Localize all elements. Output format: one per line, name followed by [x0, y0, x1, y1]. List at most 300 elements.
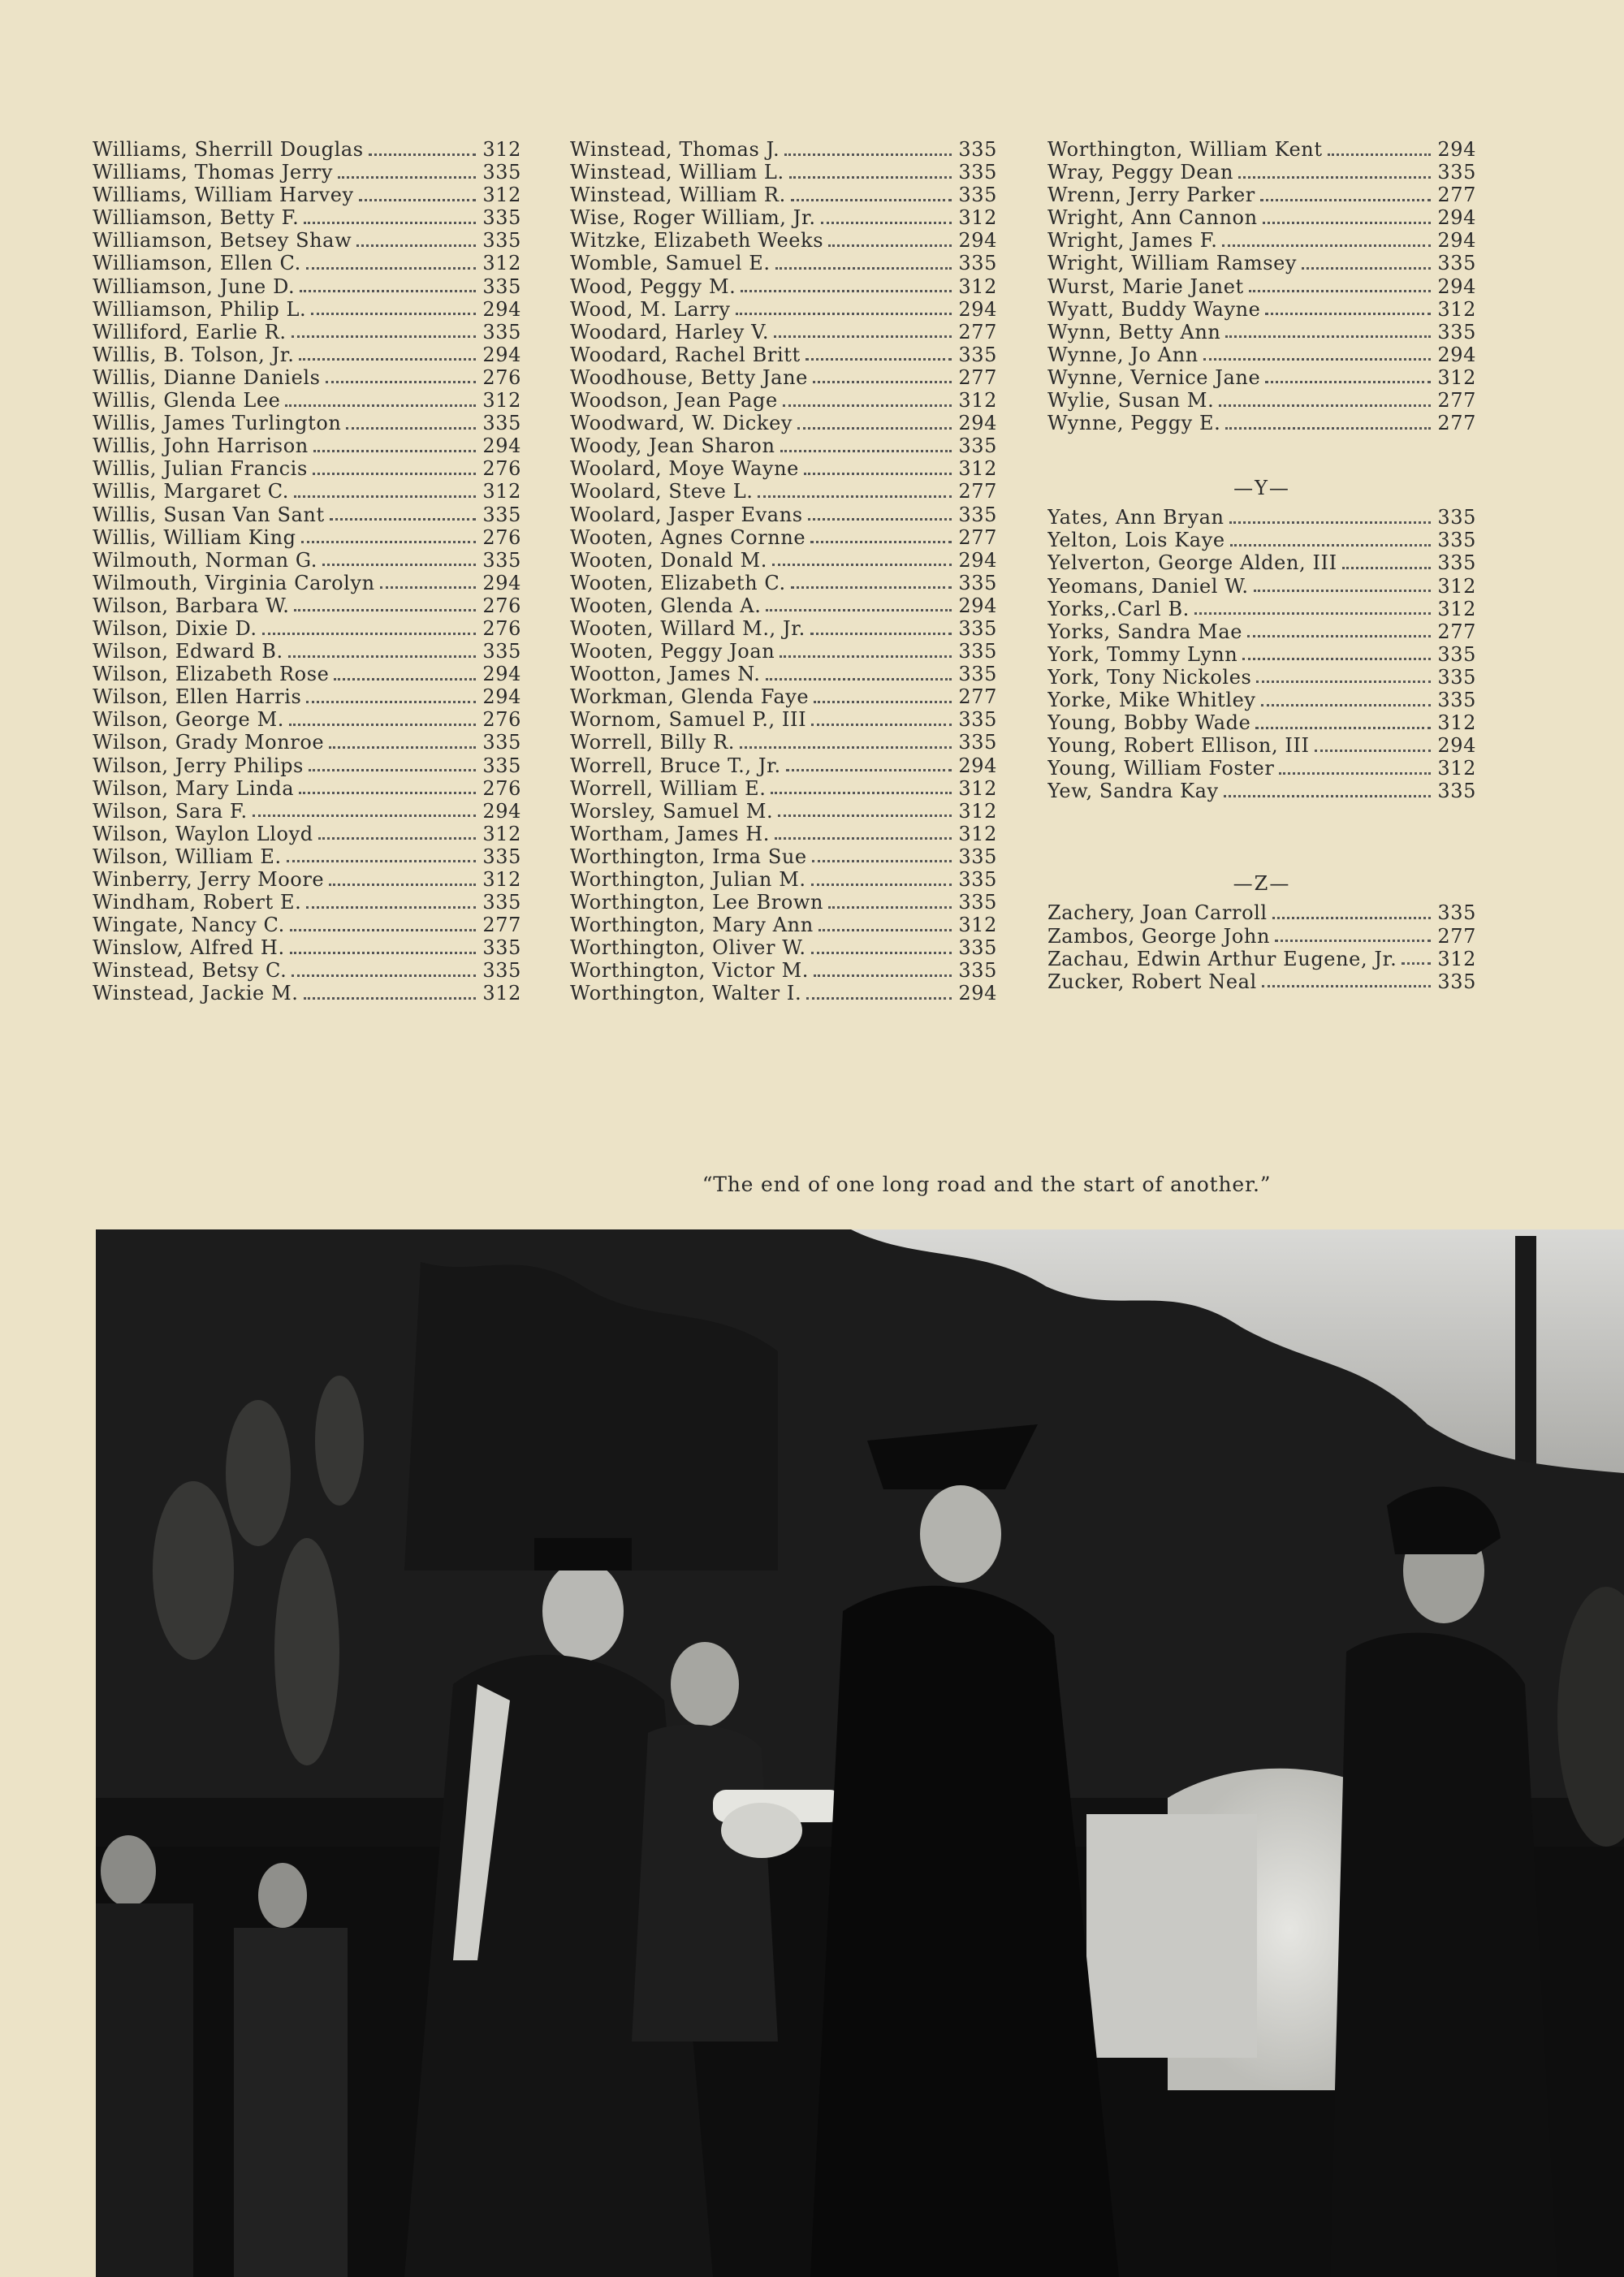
entry-page-number: 335 — [482, 320, 521, 343]
entry-name: Wurst, Marie Janet — [1047, 274, 1244, 298]
dot-leader — [380, 586, 477, 589]
entry-name: Woodhouse, Betty Jane — [570, 365, 808, 389]
entry-name: Wilson, Jerry Philips — [93, 754, 304, 777]
entry-name: Wood, M. Larry — [570, 297, 731, 321]
entry-name: Winslow, Alfred H. — [93, 936, 285, 960]
dot-leader — [1265, 381, 1431, 383]
index-entry — [570, 457, 997, 480]
entry-page-number: 312 — [958, 776, 997, 800]
entry-page-number: 335 — [958, 161, 997, 184]
dot-leader — [334, 678, 476, 681]
entry-page-number: 335 — [1437, 665, 1476, 689]
entry-page-number: 335 — [482, 206, 521, 230]
index-group-y — [1047, 506, 1476, 802]
entry-page-number: 276 — [482, 525, 521, 549]
entry-name: Willis, William King — [93, 525, 296, 549]
index-entry — [93, 229, 521, 252]
dot-leader — [806, 358, 952, 361]
dot-leader — [1315, 750, 1432, 752]
entry-page-number: 312 — [958, 822, 997, 845]
entry-name: York, Tony Nickoles — [1047, 665, 1252, 689]
dot-leader — [810, 633, 952, 635]
index-group-z — [1047, 901, 1476, 992]
entry-page-number: 312 — [482, 480, 521, 503]
entry-name: Wilson, Waylon Lloyd — [93, 822, 313, 845]
entry-name: Wootton, James N. — [570, 663, 761, 686]
entry-page-number: 312 — [482, 184, 521, 207]
index-entry — [1047, 184, 1476, 206]
entry-name: Young, Bobby Wade — [1047, 711, 1251, 735]
entry-name: Woodson, Jean Page — [570, 389, 778, 413]
entry-page-number: 312 — [958, 457, 997, 481]
index-entry — [570, 845, 997, 868]
index-entry — [1047, 412, 1476, 434]
index-entry — [93, 823, 521, 845]
index-entry — [570, 434, 997, 457]
entry-page-number: 335 — [958, 571, 997, 594]
entry-page-number: 335 — [1437, 506, 1476, 529]
entry-page-number: 294 — [1437, 138, 1476, 161]
entry-name: Williams, Thomas Jerry — [93, 161, 334, 184]
index-entry — [1047, 780, 1476, 802]
dot-leader — [758, 495, 952, 498]
entry-name: Wilson, George M. — [93, 708, 284, 732]
index-entry — [93, 184, 521, 206]
entry-page-number: 335 — [958, 868, 997, 891]
dot-leader — [806, 997, 952, 1000]
index-entry — [93, 617, 521, 640]
dot-leader — [1328, 153, 1432, 156]
dot-leader — [828, 906, 952, 909]
dot-leader — [1255, 727, 1431, 729]
index-entry — [570, 685, 997, 708]
entry-name: Worsley, Samuel M. — [570, 799, 774, 823]
entry-name: Worthington, Walter I. — [570, 982, 802, 1005]
dot-leader — [786, 769, 952, 771]
index-entry — [570, 298, 997, 321]
entry-page-number: 277 — [958, 320, 997, 343]
entry-name: Yorke, Mike Whitley — [1047, 688, 1256, 711]
dot-leader — [814, 974, 952, 977]
entry-page-number: 335 — [482, 274, 521, 298]
dot-leader — [356, 244, 476, 247]
index-entry — [570, 663, 997, 685]
dot-leader — [1247, 635, 1431, 637]
entry-name: Wright, James F. — [1047, 229, 1218, 253]
entry-page-number: 335 — [958, 936, 997, 960]
index-entry — [570, 366, 997, 389]
entry-name: Worrell, Bruce T., Jr. — [570, 754, 781, 777]
dot-leader — [736, 313, 952, 315]
index-entry — [570, 914, 997, 936]
photo-caption: “The end of one long road and the start of another.” — [702, 1173, 1272, 1196]
entry-page-number: 312 — [1437, 711, 1476, 735]
dot-leader — [1224, 795, 1432, 797]
entry-name: Willis, Margaret C. — [93, 480, 290, 503]
index-entry — [1047, 948, 1476, 970]
entry-page-number: 335 — [482, 640, 521, 663]
entry-page-number: 294 — [958, 594, 997, 617]
dot-leader — [338, 176, 476, 179]
dot-leader — [808, 518, 952, 521]
entry-page-number: 312 — [1437, 947, 1476, 970]
entry-page-number: 277 — [1437, 412, 1476, 435]
index-entry — [1047, 506, 1476, 529]
dot-leader — [811, 952, 952, 954]
entry-page-number: 276 — [482, 616, 521, 640]
dot-leader — [821, 222, 952, 224]
dot-leader — [810, 541, 952, 543]
entry-name: Wilmouth, Norman G. — [93, 548, 318, 572]
dot-leader — [778, 814, 952, 817]
entry-page-number: 294 — [1437, 734, 1476, 758]
dot-leader — [1275, 940, 1431, 942]
index-entry — [570, 503, 997, 526]
dot-leader — [330, 518, 477, 521]
entry-name: Zachery, Joan Carroll — [1047, 901, 1268, 925]
entry-name: Wooten, Peggy Joan — [570, 640, 775, 663]
entry-name: Windham, Robert E. — [93, 891, 302, 914]
section-heading-z: —Z— — [1233, 872, 1291, 896]
index-entry — [570, 412, 997, 434]
index-entry — [93, 959, 521, 982]
dot-leader — [292, 335, 477, 338]
entry-page-number: 335 — [958, 184, 997, 207]
entry-name: Wood, Peggy M. — [570, 274, 736, 298]
entry-page-number: 277 — [1437, 389, 1476, 413]
entry-page-number: 294 — [482, 799, 521, 823]
entry-page-number: 276 — [482, 708, 521, 732]
entry-name: Yates, Ann Bryan — [1047, 506, 1224, 529]
index-column-2 — [570, 138, 997, 1005]
entry-page-number: 312 — [482, 138, 521, 161]
dot-leader — [804, 473, 952, 475]
entry-name: Willis, B. Tolson, Jr. — [93, 343, 295, 366]
entry-name: Wright, Ann Cannon — [1047, 206, 1258, 230]
dot-leader — [775, 267, 952, 270]
index-entry — [1047, 711, 1476, 734]
index-entry — [570, 206, 997, 229]
entry-name: Young, William Foster — [1047, 757, 1275, 780]
entry-page-number: 276 — [482, 594, 521, 617]
dot-leader — [1342, 567, 1432, 569]
entry-page-number: 335 — [958, 959, 997, 983]
dot-leader — [301, 541, 477, 543]
entry-name: Wynne, Peggy E. — [1047, 412, 1221, 435]
entry-name: Wooten, Donald M. — [570, 548, 768, 572]
index-entry — [1047, 598, 1476, 620]
dot-leader — [322, 564, 476, 566]
entry-page-number: 294 — [482, 663, 521, 686]
index-entry — [93, 800, 521, 823]
index-entry — [93, 138, 521, 161]
entry-name: Willis, Dianne Daniels — [93, 365, 321, 389]
index-column-3 — [1047, 138, 1476, 993]
dot-leader — [369, 153, 477, 156]
entry-name: Wray, Peggy Dean — [1047, 161, 1233, 184]
entry-name: Wrenn, Jerry Parker — [1047, 184, 1255, 207]
dot-leader — [784, 153, 952, 156]
graduation-photo-image — [96, 1229, 1624, 2277]
entry-page-number: 294 — [482, 434, 521, 458]
entry-name: Winstead, Betsy C. — [93, 959, 287, 983]
entry-name: Zucker, Robert Neal — [1047, 970, 1257, 993]
index-entry — [93, 298, 521, 321]
entry-name: Williamson, Betty F. — [93, 206, 300, 230]
index-entry — [93, 754, 521, 777]
dot-leader — [285, 404, 476, 407]
index-entry — [1047, 643, 1476, 666]
entry-page-number: 312 — [958, 274, 997, 298]
entry-page-number: 312 — [958, 914, 997, 937]
entry-name: Yorks,.Carl B. — [1047, 597, 1190, 620]
entry-name: Williamson, Betsey Shaw — [93, 229, 352, 253]
entry-page-number: 335 — [958, 252, 997, 275]
entry-page-number: 335 — [482, 161, 521, 184]
entry-page-number: 335 — [958, 891, 997, 914]
entry-name: Wilson, Mary Linda — [93, 776, 295, 800]
entry-name: Worthington, Irma Sue — [570, 845, 807, 868]
entry-page-number: 277 — [1437, 620, 1476, 643]
dot-leader — [329, 884, 476, 886]
entry-name: Wornom, Samuel P., III — [570, 708, 807, 732]
entry-name: Winstead, Jackie M. — [93, 982, 299, 1005]
dot-leader — [766, 678, 952, 681]
entry-name: Wise, Roger William, Jr. — [570, 206, 816, 230]
dot-leader — [1279, 772, 1431, 775]
index-entry — [570, 936, 997, 959]
entry-name: Willis, Susan Van Sant — [93, 503, 325, 526]
entry-name: Wingate, Nancy C. — [93, 914, 285, 937]
dot-leader — [1229, 521, 1432, 524]
index-entry — [93, 343, 521, 366]
entry-page-number: 294 — [958, 412, 997, 435]
entry-page-number: 335 — [482, 412, 521, 435]
index-entry — [93, 480, 521, 503]
index-entry — [570, 891, 997, 914]
dot-leader — [818, 929, 952, 931]
entry-page-number: 277 — [958, 525, 997, 549]
index-entry — [570, 640, 997, 663]
index-entry — [1047, 666, 1476, 689]
dot-leader — [318, 837, 477, 840]
index-entry — [1047, 620, 1476, 643]
index-entry — [570, 777, 997, 800]
entry-page-number: 277 — [1437, 184, 1476, 207]
index-entry — [570, 480, 997, 503]
index-entry — [570, 708, 997, 731]
dot-leader — [741, 290, 952, 292]
index-entry — [570, 754, 997, 777]
dot-leader — [813, 381, 952, 383]
dot-leader — [304, 997, 477, 1000]
dot-leader — [1265, 313, 1431, 315]
dot-leader — [292, 974, 476, 977]
entry-page-number: 335 — [1437, 901, 1476, 925]
entry-page-number: 312 — [1437, 757, 1476, 780]
index-entry — [1047, 757, 1476, 780]
dot-leader — [1194, 612, 1431, 615]
index-entry — [93, 252, 521, 274]
entry-page-number: 277 — [958, 685, 997, 709]
index-entry — [1047, 529, 1476, 551]
dot-leader — [771, 792, 952, 794]
entry-name: Wilson, Barbara W. — [93, 594, 290, 617]
entry-page-number: 335 — [1437, 642, 1476, 666]
dot-leader — [1225, 335, 1431, 338]
entry-page-number: 335 — [1437, 161, 1476, 184]
entry-page-number: 276 — [482, 457, 521, 481]
dot-leader — [811, 724, 952, 726]
index-entry — [1047, 366, 1476, 389]
entry-page-number: 294 — [958, 229, 997, 253]
index-entry — [93, 731, 521, 754]
index-entry — [93, 594, 521, 617]
entry-page-number: 312 — [1437, 297, 1476, 321]
entry-name: Wilson, Dixie D. — [93, 616, 257, 640]
index-entry — [1047, 206, 1476, 229]
entry-name: Yeomans, Daniel W. — [1047, 574, 1249, 598]
dot-leader — [313, 450, 477, 452]
index-entry — [1047, 901, 1476, 924]
index-entry — [93, 389, 521, 412]
entry-name: Wynne, Jo Ann — [1047, 343, 1199, 366]
dot-leader — [309, 769, 476, 771]
entry-page-number: 277 — [958, 365, 997, 389]
entry-page-number: 335 — [482, 959, 521, 983]
index-entry — [570, 321, 997, 343]
dot-leader — [359, 199, 477, 201]
dot-leader — [766, 609, 952, 611]
entry-page-number: 335 — [958, 503, 997, 526]
dot-leader — [1254, 590, 1432, 592]
dot-leader — [1203, 358, 1432, 361]
dot-leader — [1249, 290, 1432, 292]
index-entry — [570, 252, 997, 274]
dot-leader — [1242, 658, 1431, 660]
entry-page-number: 335 — [482, 754, 521, 777]
entry-name: Willis, Julian Francis — [93, 457, 308, 481]
entry-page-number: 312 — [482, 389, 521, 413]
dot-leader — [253, 814, 477, 817]
index-entry — [570, 184, 997, 206]
entry-page-number: 312 — [482, 982, 521, 1005]
entry-page-number: 335 — [1437, 529, 1476, 552]
entry-name: Zachau, Edwin Arthur Eugene, Jr. — [1047, 947, 1397, 970]
entry-page-number: 277 — [1437, 924, 1476, 948]
entry-page-number: 335 — [482, 503, 521, 526]
dot-leader — [774, 335, 952, 338]
entry-page-number: 276 — [482, 776, 521, 800]
entry-page-number: 335 — [958, 731, 997, 754]
entry-name: Zambos, George John — [1047, 924, 1271, 948]
entry-page-number: 335 — [1437, 320, 1476, 343]
entry-name: Wilson, Edward B. — [93, 640, 283, 663]
index-entry — [93, 982, 521, 1005]
entry-page-number: 312 — [958, 206, 997, 230]
index-entry — [93, 161, 521, 184]
index-entry — [570, 982, 997, 1005]
entry-page-number: 312 — [482, 822, 521, 845]
dot-leader — [775, 837, 952, 840]
entry-name: Woolard, Jasper Evans — [570, 503, 803, 526]
entry-name: Woolard, Steve L. — [570, 480, 754, 503]
dot-leader — [1263, 222, 1432, 224]
entry-name: Wyatt, Buddy Wayne — [1047, 297, 1261, 321]
dot-leader — [290, 929, 477, 931]
index-entry — [93, 663, 521, 685]
entry-name: Wilson, William E. — [93, 845, 282, 868]
entry-page-number: 335 — [958, 845, 997, 868]
entry-page-number: 312 — [482, 252, 521, 275]
entry-page-number: 335 — [482, 936, 521, 960]
index-entry — [570, 229, 997, 252]
dot-leader — [346, 427, 476, 430]
dot-leader — [814, 701, 952, 703]
entry-name: Worthington, William Kent — [1047, 138, 1323, 161]
index-entry — [93, 457, 521, 480]
index-entry — [570, 868, 997, 891]
entry-page-number: 335 — [958, 138, 997, 161]
dot-leader — [287, 860, 477, 862]
entry-name: Wooten, Willard M., Jr. — [570, 616, 806, 640]
dot-leader — [1261, 704, 1432, 706]
entry-name: York, Tommy Lynn — [1047, 642, 1238, 666]
dot-leader — [288, 655, 477, 658]
index-entry — [93, 572, 521, 594]
index-entry — [570, 731, 997, 754]
dot-leader — [812, 860, 952, 862]
index-entry — [93, 366, 521, 389]
entry-name: Williams, William Harvey — [93, 184, 354, 207]
dot-leader — [306, 267, 477, 270]
index-entry — [93, 685, 521, 708]
entry-name: Worthington, Mary Ann — [570, 914, 814, 937]
index-entry — [93, 526, 521, 549]
dot-leader — [740, 746, 952, 749]
index-entry — [570, 823, 997, 845]
entry-name: Williamson, Philip L. — [93, 297, 307, 321]
index-entry — [93, 434, 521, 457]
index-entry — [93, 549, 521, 572]
entry-page-number: 335 — [958, 343, 997, 366]
dot-leader — [300, 290, 476, 292]
index-entry — [1047, 734, 1476, 757]
index-entry — [1047, 138, 1476, 161]
entry-name: Yelverton, George Alden, III — [1047, 551, 1337, 575]
index-entry — [1047, 343, 1476, 366]
entry-name: Wilson, Grady Monroe — [93, 731, 325, 754]
index-entry — [93, 503, 521, 526]
entry-name: Winberry, Jerry Moore — [93, 868, 325, 891]
section-heading-y: —Y— — [1233, 477, 1290, 500]
index-entry — [93, 868, 521, 891]
entry-page-number: 312 — [1437, 574, 1476, 598]
entry-name: Wynn, Betty Ann — [1047, 320, 1221, 343]
entry-name: Williamson, June D. — [93, 274, 296, 298]
dot-leader — [1402, 962, 1431, 965]
entry-name: Worthington, Julian M. — [570, 868, 806, 891]
entry-name: Worthington, Oliver W. — [570, 936, 806, 960]
index-entry — [1047, 275, 1476, 298]
entry-name: Worthington, Victor M. — [570, 959, 809, 983]
index-entry — [1047, 389, 1476, 412]
entry-name: Winstead, William R. — [570, 184, 786, 207]
dot-leader — [326, 381, 477, 383]
entry-page-number: 276 — [482, 365, 521, 389]
entry-page-number: 312 — [958, 389, 997, 413]
dot-leader — [289, 724, 476, 726]
